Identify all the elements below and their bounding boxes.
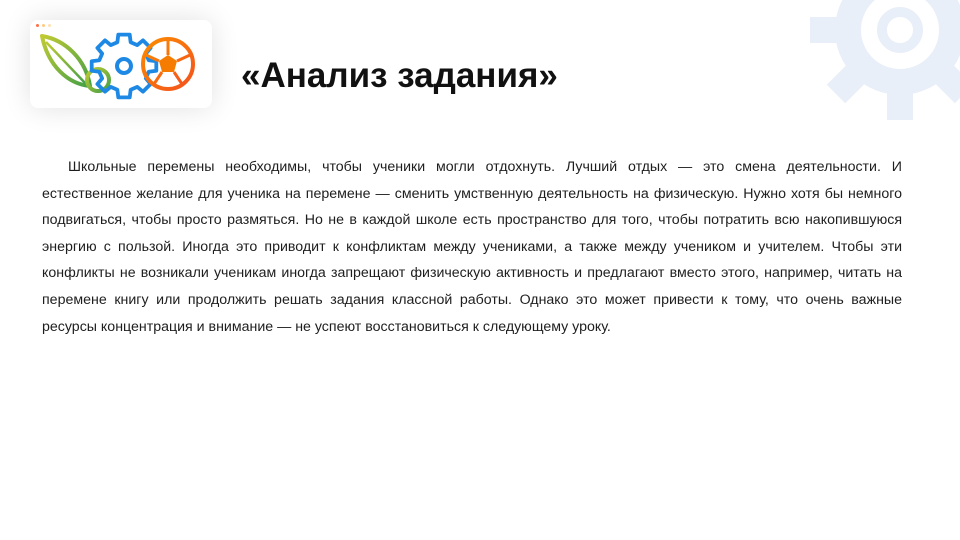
background-gear-icon [750, 0, 960, 150]
body-paragraph: Школьные перемены необходимы, чтобы ученики могли отдохнуть. Лучший отдых — это смена деятельности. И естественное желание для ученика на перемене — сменить умственную деятельность на физическую. Нужно хотя бы немного подвигаться, чтобы просто размяться. Но не в каждой школе есть пространство для того, чтобы потратить всю накопившуюся энергию с пользой. Иногда это приводит к конфликтам между учениками, а также между учеником и учителем. Чтобы эти конфликты не возникали ученикам иногда запрещают физическую активность и предлагают вместо этого, например, читать на перемене книгу или продолжить решать задания классной работы. Однако это может привести к тому, что очень важные ресурсы концентрация и внимание — не успеют восстановиться к следующему уроку. [42, 159, 902, 335]
leaf-gear-ball-logo-icon [38, 30, 198, 102]
logo-dots [36, 24, 51, 27]
page-title: «Анализ задания» [241, 56, 558, 95]
